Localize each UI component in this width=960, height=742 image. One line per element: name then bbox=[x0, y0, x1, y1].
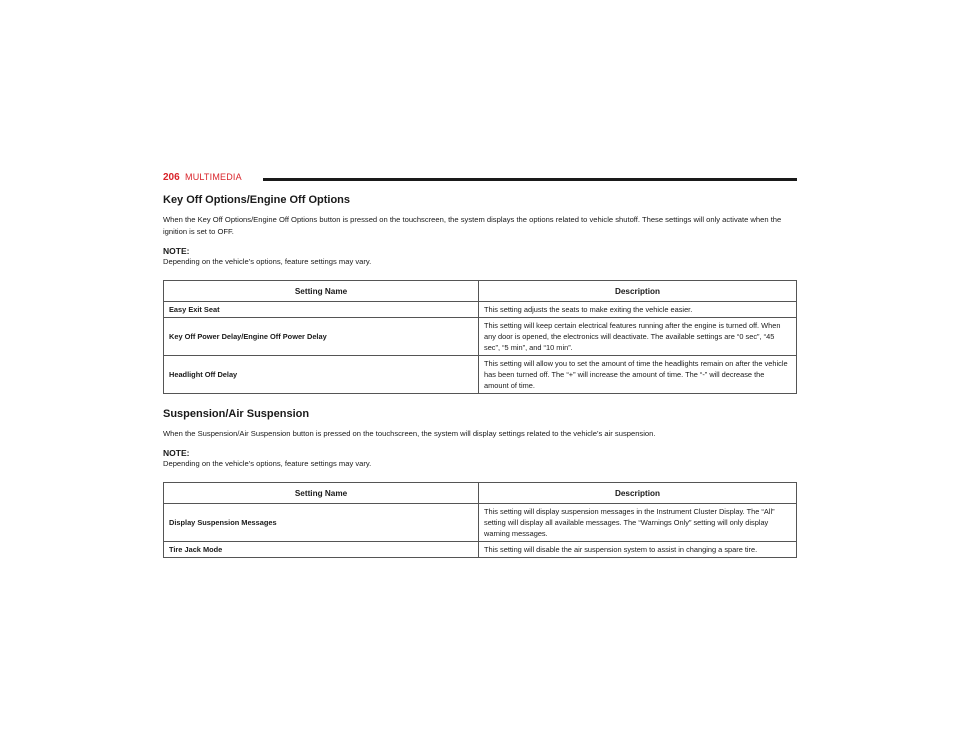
table-header-row bbox=[164, 483, 797, 504]
setting-name-cell: Headlight Off Delay bbox=[164, 356, 479, 394]
note-text: Depending on the vehicle’s options, feature settings may vary. bbox=[163, 257, 372, 266]
setting-name-cell: Display Suspension Messages bbox=[164, 504, 479, 542]
column-header-description: Description bbox=[479, 483, 797, 504]
note-label: NOTE: bbox=[163, 246, 190, 256]
description-cell: This setting will keep certain electrical features running after the engine is turned off. When any door is opened, the electronics will deactivate. The available settings are “0 sec”, “45 sec”, “5 min”, and “10 min”. bbox=[479, 318, 797, 356]
column-header-setting-name: Setting Name bbox=[164, 281, 479, 302]
table-row bbox=[164, 302, 797, 318]
table-row bbox=[164, 356, 797, 394]
page-header bbox=[163, 172, 797, 186]
key-off-settings-table bbox=[163, 280, 797, 394]
section-title-key-off: Key Off Options/Engine Off Options bbox=[163, 194, 350, 206]
setting-name-cell: Tire Jack Mode bbox=[164, 542, 479, 558]
setting-name-cell: Easy Exit Seat bbox=[164, 302, 479, 318]
column-header-description: Description bbox=[479, 281, 797, 302]
suspension-settings-table bbox=[163, 482, 797, 558]
table-row bbox=[164, 504, 797, 542]
setting-name-cell: Key Off Power Delay/Engine Off Power Delay bbox=[164, 318, 479, 356]
page-number: 206 bbox=[163, 172, 180, 183]
note-text: Depending on the vehicle’s options, feature settings may vary. bbox=[163, 459, 372, 468]
section-label: MULTIMEDIA bbox=[185, 172, 242, 182]
description-cell: This setting will disable the air suspension system to assist in changing a spare tire. bbox=[479, 542, 797, 558]
table-row bbox=[164, 318, 797, 356]
table-row bbox=[164, 542, 797, 558]
intro-key-off: When the Key Off Options/Engine Off Options button is pressed on the touchscreen, the system displays the options related to vehicle shutoff. These settings will only activate when the ignition is set to OFF. bbox=[163, 215, 782, 236]
header-rule bbox=[263, 178, 797, 181]
note-label: NOTE: bbox=[163, 448, 190, 458]
table-header-row bbox=[164, 281, 797, 302]
description-cell: This setting adjusts the seats to make exiting the vehicle easier. bbox=[479, 302, 797, 318]
section-title-suspension: Suspension/Air Suspension bbox=[163, 408, 310, 420]
column-header-setting-name: Setting Name bbox=[164, 483, 479, 504]
page-content bbox=[163, 194, 797, 558]
description-cell: This setting will display suspension messages in the Instrument Cluster Display. The “All” setting will display all available messages. The “Warnings Only” setting will only display warning messages. bbox=[479, 504, 797, 542]
description-cell: This setting will allow you to set the amount of time the headlights remain on after the vehicle has been turned off. The “+” will increase the amount of time. The “-” will decrease the amount of time. bbox=[479, 356, 797, 394]
intro-suspension: When the Suspension/Air Suspension button is pressed on the touchscreen, the system will display settings related to the vehicle’s air suspension. bbox=[163, 429, 656, 438]
